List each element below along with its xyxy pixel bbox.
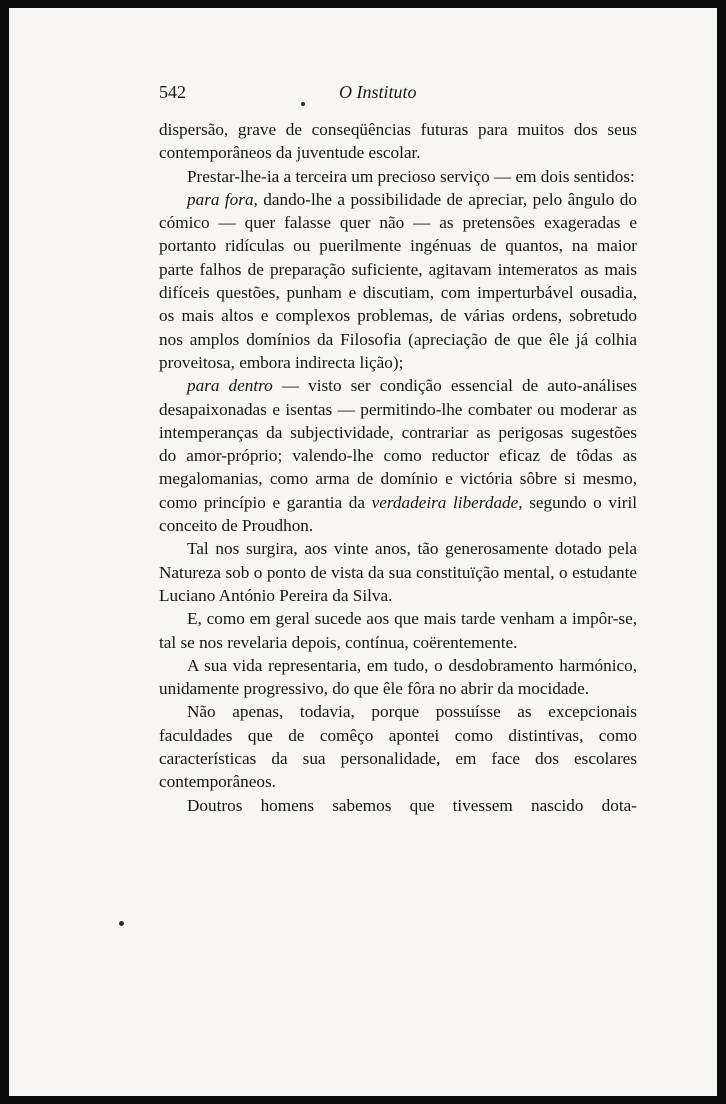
paragraph-text: — visto ser condição essencial de auto-análises desapaixonadas e isentas — permitindo-lhe combater ou moderar as intemperanças da subjectividade, contrariar as perigosas sugestões do amor-próprio; valendo-lhe como reductor eficaz de tôdas as megalomanias, como arma de domínio e victória sôbre si mesmo, como princípio e garantia da	[159, 376, 637, 512]
ink-speck	[301, 102, 305, 106]
emphasis-label: para dentro	[187, 376, 273, 396]
paragraph: A sua vida representaria, em tudo, o desdobramento harmónico, unidamente progressivo, do que êle fôra no abrir da mocidade.	[159, 655, 637, 699]
emphasis-label: para fora,	[187, 189, 258, 209]
paragraph: Prestar-lhe-ia a terceira um precioso serviço — em dois sentidos:	[187, 166, 635, 186]
paragraph: E, como em geral sucede aos que mais tarde venham a impôr-se, tal se nos revelaria depois, contínua, coërentemente.	[159, 609, 637, 652]
paragraph: dispersão, grave de conseqüências futuras para muitos dos seus contemporâneos da juventude escolar.	[159, 120, 637, 163]
ink-speck	[119, 921, 124, 926]
page-header	[159, 78, 639, 108]
book-page	[9, 8, 717, 1096]
body-text	[159, 118, 637, 817]
running-title: O Instituto	[339, 82, 417, 102]
paragraph: Não apenas, todavia, porque possuísse as excepcionais faculdades que de comêço apontei como distintivas, como características da sua personalidade, em face dos escolares contemporâneos.	[159, 702, 637, 792]
paragraph-text: segundo o viril conceito de Proudhon.	[159, 492, 638, 536]
paragraph	[159, 188, 637, 374]
paragraph: Tal nos surgira, aos vinte anos, tão generosamente dotado pela Natureza sob o ponto de vista da sua constituïção mental, o estudante Luciano António Pereira da Silva.	[159, 539, 637, 605]
page-number: 542	[159, 82, 186, 102]
paragraph-text: dando-lhe a possibilidade de apreciar, pelo ângulo do cómico — quer falasse quer não — as pretensões exageradas e portanto ridículas ou puerilmente ingénuas de quantos, na maior parte falhos de preparação suficiente, agitavam intemeratos as mais difíceis questões, punham e discutiam, com imperturbável ousadia, os mais altos e complexos problemas, de várias ordens, sobretudo nos amplos domínios da Filosofia (apreciação de que êle já colhia proveitosa, embora indirecta lição);	[159, 189, 637, 372]
paragraph: Doutros homens sabemos que tivessem nascido dota-	[187, 795, 637, 815]
emphasis-phrase: verdadeira liberdade,	[371, 492, 523, 512]
paragraph	[159, 374, 637, 537]
